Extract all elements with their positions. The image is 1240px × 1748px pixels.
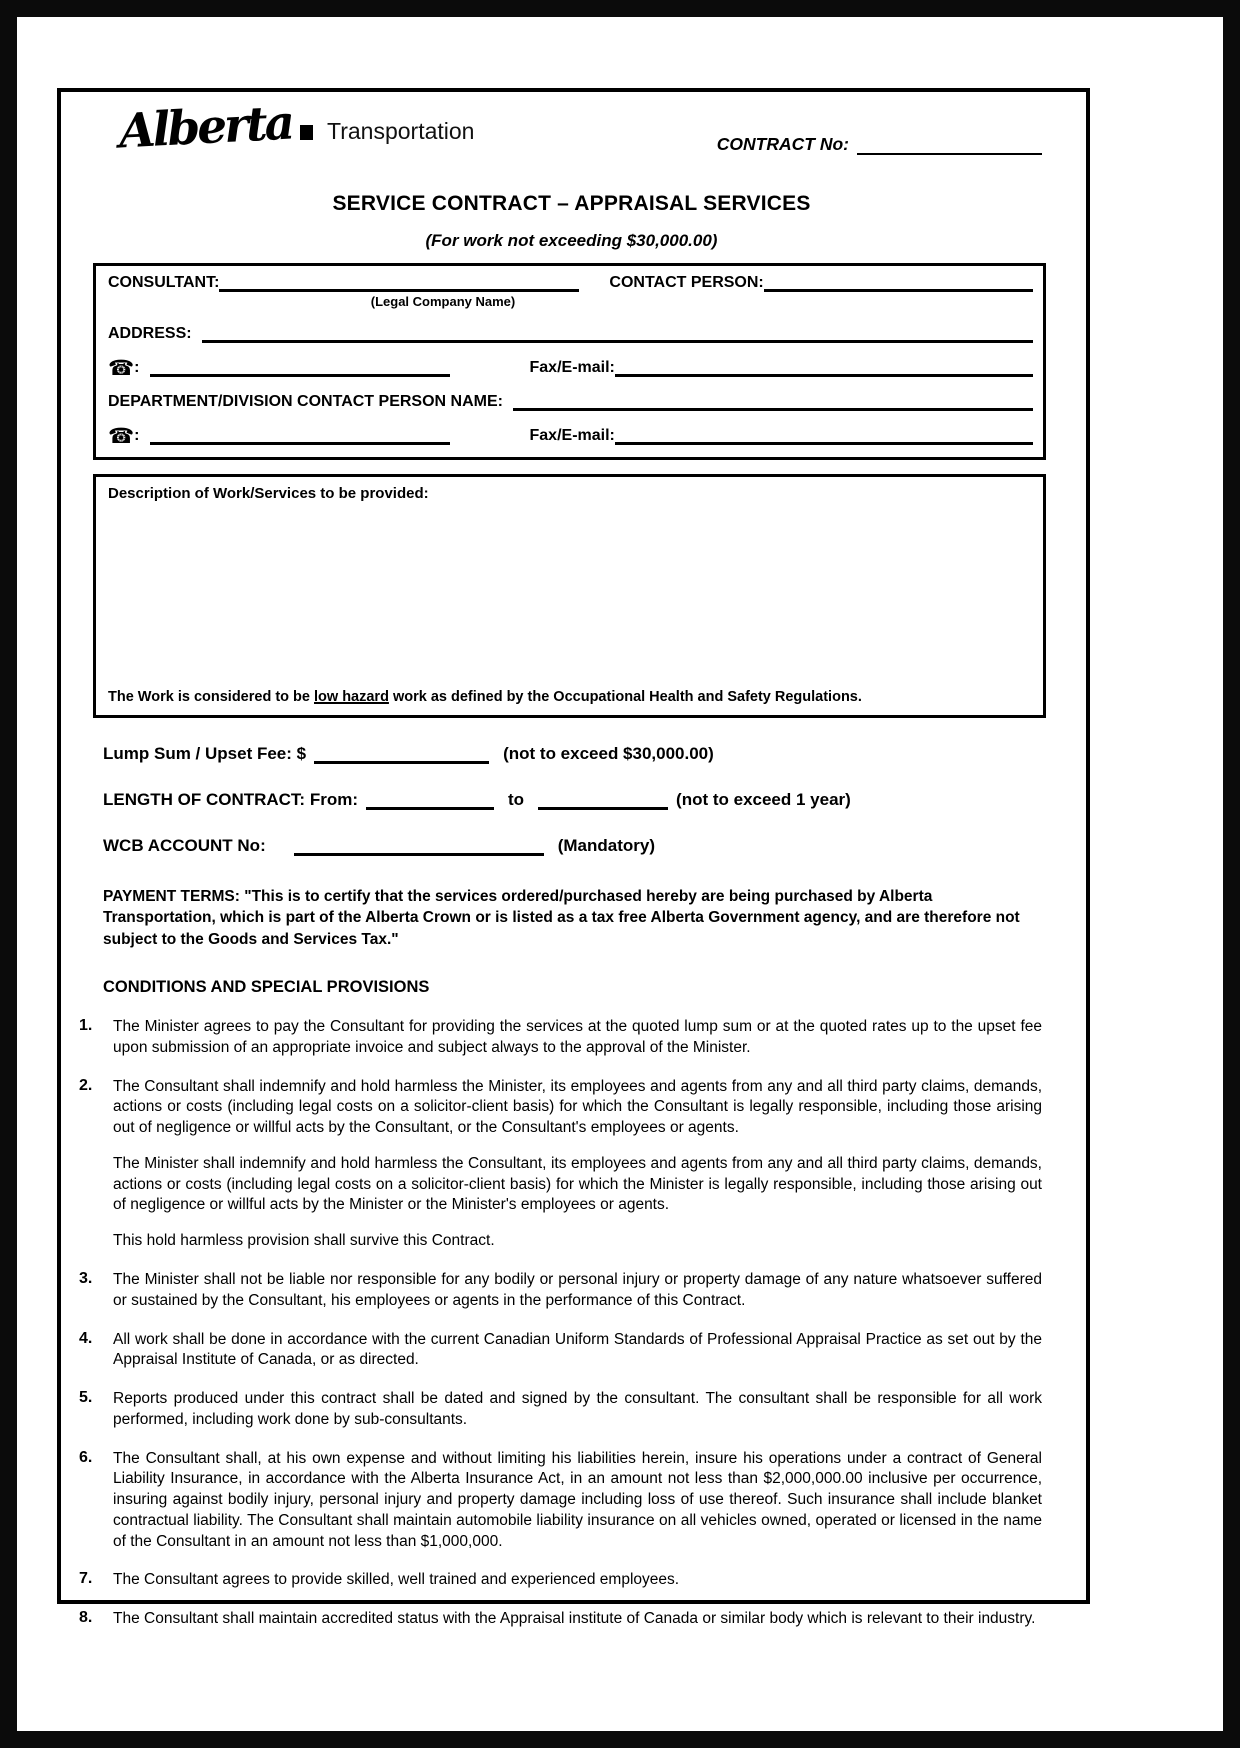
address-blank[interactable]: [202, 327, 1033, 343]
condition-number: 5.: [79, 1389, 93, 1407]
condition-paragraph: The Minister shall indemnify and hold harmless the Consultant, its employees and agents from any and all third party claims, demands, actions or costs (including legal costs on a solicitor-client basis) for which the Minister is legally responsible, including those arising out of negligence or willful acts by the Minister or the Minister's employees or agents.: [113, 1154, 1042, 1214]
contact-person-blank[interactable]: [764, 276, 1033, 292]
condition-paragraph: The Consultant shall maintain accredited status with the Appraisal institute of Canada or similar body which is relevant to their industry.: [113, 1610, 1036, 1628]
condition-item: [79, 1270, 1042, 1312]
condition-paragraph: The Consultant shall, at his own expense and without limiting his liabilities herein, insure his operations under a contract of General Liability Insurance, in accordance with the Alberta Insurance Act, in an amount not less than $2,000,000.00 inclusive per occurrence, insuring against bodily injury, personal injury and property damage including loss of use thereof. Such insurance shall include blanket contractual liability. The Consultant shall maintain automobile liability insurance on all vehicles owned, operated or licensed in the name of the Consultant in an amount not less than $1,000,000.: [113, 1449, 1042, 1550]
address-row: [108, 325, 1033, 343]
telephone-colon: :: [134, 359, 140, 376]
condition-number: 1.: [79, 1017, 93, 1035]
telephone-icon: ☎: [108, 357, 135, 380]
document-subtitle: (For work not exceeding $30,000.00): [425, 231, 718, 250]
hazard-text-post: work as defined by the Occupational Health and Safety Regulations.: [388, 689, 862, 705]
fax-email-blank[interactable]: [615, 361, 1033, 377]
department-contact-label: DEPARTMENT/DIVISION CONTACT PERSON NAME:: [108, 393, 503, 410]
wcb-account-blank[interactable]: [294, 840, 544, 856]
condition-paragraph: The Consultant shall indemnify and hold harmless the Minister, its employees and agents from any and all third party claims, demands, actions or costs (including legal costs on a solicitor-client basis) for which the Consultant is legally responsible, including those arising out of negligence or willful acts by the Consultant, or the Consultant's employees or agents.: [113, 1077, 1042, 1137]
wcb-account-label: WCB ACCOUNT No:: [103, 836, 266, 855]
consultant-label: CONSULTANT:: [108, 274, 220, 291]
condition-paragraph: The Consultant agrees to provide skilled, well trained and experienced employees.: [113, 1571, 680, 1589]
condition-body: [105, 1449, 1042, 1553]
consultant-info-box: [93, 263, 1046, 460]
condition-body: [105, 1609, 1042, 1630]
work-description-label: Description of Work/Services to be provided:: [108, 485, 429, 502]
alberta-flag-icon: [300, 125, 313, 140]
condition-item: [79, 1329, 1042, 1372]
condition-number: 2.: [79, 1076, 93, 1094]
contract-to-blank[interactable]: [538, 794, 668, 810]
document-title: SERVICE CONTRACT – APPRAISAL SERVICES: [332, 192, 811, 215]
condition-number: 8.: [79, 1609, 93, 1627]
hazard-text-underlined: low hazard: [314, 689, 389, 705]
alberta-transportation-logo: [101, 95, 475, 160]
consultant-name-blank[interactable]: [219, 276, 579, 292]
consultant-phone-row: [108, 357, 1033, 380]
condition-number: 6.: [79, 1448, 93, 1466]
condition-paragraph: The Minister agrees to pay the Consultant for providing the services at the quoted lump sum or at the quoted rates up to the upset fee upon submission of an appropriate invoice and subject always to the approval of the Minister.: [113, 1018, 1042, 1056]
contract-length-note: (not to exceed 1 year): [676, 790, 851, 809]
condition-body: [105, 1270, 1042, 1312]
header: [101, 95, 1042, 178]
condition-body: [105, 1570, 1042, 1591]
alberta-wordmark: Alberta: [117, 95, 294, 160]
lump-sum-blank[interactable]: [314, 748, 489, 764]
contract-length-row: [101, 790, 1042, 810]
contract-from-blank[interactable]: [366, 794, 494, 810]
fax-email-label: Fax/E-mail:: [529, 359, 615, 376]
condition-body: [105, 1077, 1042, 1252]
conditions-heading: CONDITIONS AND SPECIAL PROVISIONS: [103, 978, 430, 997]
department-contact-row: [108, 393, 1033, 411]
department-contact-blank[interactable]: [513, 395, 1033, 411]
condition-body: [105, 1017, 1042, 1059]
wcb-mandatory-note: (Mandatory): [557, 836, 656, 855]
condition-paragraph: Reports produced under this contract shall be dated and signed by the consultant. The consultant shall be responsible for all work performed, including work done by sub-consultants.: [113, 1390, 1042, 1428]
legal-company-caption: (Legal Company Name): [370, 294, 516, 309]
contract-length-label: LENGTH OF CONTRACT: From:: [103, 790, 358, 809]
condition-item: [79, 1609, 1042, 1630]
telephone-icon: ☎: [108, 425, 135, 448]
department-name: Transportation: [327, 118, 475, 144]
department-phone-blank[interactable]: [150, 429, 450, 445]
condition-item: [79, 1076, 1042, 1252]
work-description-box[interactable]: [93, 474, 1046, 718]
conditions-list: [79, 1017, 1042, 1630]
condition-item: [79, 1448, 1042, 1553]
department-fax-email-blank[interactable]: [615, 429, 1033, 445]
fax-email-label: Fax/E-mail:: [529, 427, 615, 444]
condition-item: [79, 1570, 1042, 1591]
document-frame: [57, 88, 1090, 1628]
wcb-account-row: [101, 836, 1042, 856]
lump-sum-label: Lump Sum / Upset Fee: $: [103, 744, 307, 763]
hazard-statement: [108, 689, 1031, 705]
condition-paragraph: All work shall be done in accordance with the current Canadian Uniform Standards of Professional Appraisal Practice as set out by the Appraisal Institute of Canada, or as directed.: [113, 1330, 1042, 1369]
condition-paragraph: This hold harmless provision shall survive this Contract.: [113, 1232, 495, 1250]
condition-number: 3.: [79, 1270, 93, 1288]
department-phone-row: [108, 425, 1033, 448]
consultant-phone-blank[interactable]: [150, 361, 450, 377]
contract-number-blank[interactable]: [857, 137, 1042, 155]
condition-body: [105, 1330, 1042, 1372]
contact-person-label: CONTACT PERSON:: [609, 274, 764, 291]
contract-number-field: [717, 134, 1042, 155]
condition-paragraph: The Minister shall not be liable nor responsible for any bodily or personal injury or property damage of any nature whatsoever suffered or sustained by the Consultant, his employees or agents in the performance of this Contract.: [113, 1271, 1042, 1309]
contract-to-label: to: [507, 790, 525, 809]
payment-terms: PAYMENT TERMS: "This is to certify that the services ordered/purchased hereby are being purchased by Alberta Transportation, which is part of the Alberta Crown or is listed as a tax free Alberta Government agency, and are therefore not subject to the Goods and Services Tax.": [103, 888, 1020, 948]
condition-body: [105, 1389, 1042, 1431]
lump-sum-note: (not to exceed $30,000.00): [503, 744, 714, 763]
condition-item: [79, 1017, 1042, 1059]
condition-number: 4.: [79, 1329, 93, 1347]
hazard-text-pre: The Work is considered to be: [108, 689, 314, 705]
address-label: ADDRESS:: [108, 325, 192, 342]
telephone-colon: :: [134, 427, 140, 444]
condition-number: 7.: [79, 1570, 93, 1588]
contract-number-label: CONTRACT No:: [716, 134, 849, 154]
lump-sum-row: [101, 744, 1042, 764]
condition-item: [79, 1389, 1042, 1431]
consultant-row: [108, 274, 1033, 292]
